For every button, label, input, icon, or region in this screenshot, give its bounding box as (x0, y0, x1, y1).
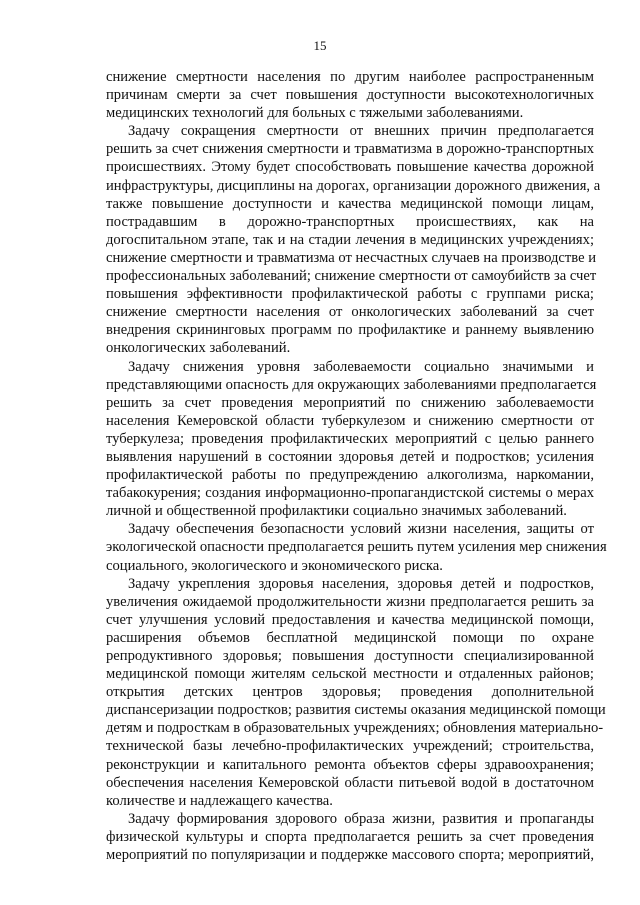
text-line: снижение смертности и травматизма от несчастных случаев на производстве и (106, 249, 597, 266)
text-line: снижение смертности населения от онкологических заболеваний за счет (106, 304, 594, 321)
text-line: инфраструктуры, дисциплины на дорогах, организации дорожного движения, а (106, 177, 601, 194)
text-line: медицинских технологий для больных с тяжелыми заболеваниями. (106, 105, 524, 122)
text-line: увеличения ожидаемой продолжительности жизни предполагается решить за (106, 593, 594, 610)
text-line: представляющими опасность для окружающих заболеваниями предполагается (106, 376, 597, 393)
text-line: открытия детских центров здоровья; проведения дополнительной (106, 684, 594, 701)
text-line: экологической опасности предполагается решить путем усиления мер снижения (106, 539, 607, 556)
document-body (106, 68, 607, 864)
text-line: населения Кемеровской области туберкулезом и снижению смертности от (106, 412, 594, 429)
text-line: медицинской помощи жителям сельской местности и отдаленных районов; (106, 666, 594, 683)
text-line: догоспитальном этапе, так и на стадии лечения в медицинских учреждениях; (106, 231, 594, 248)
text-line: решить за счет снижения смертности и травматизма в дорожно-транспортных (106, 141, 594, 158)
text-line: повышения эффективности профилактической работы с группами риска; (106, 286, 594, 303)
text-line: Задачу сокращения смертности от внешних причин предполагается (128, 123, 594, 140)
text-line: профилактической работы по предупреждению алкоголизма, наркомании, (106, 467, 594, 484)
text-line: выявления нарушений в состоянии здоровья детей и подростков; усиления (106, 448, 594, 465)
text-line: Задачу укрепления здоровья населения, здоровья детей и подростков, (128, 575, 594, 592)
text-line: туберкулеза; проведения профилактических мероприятий с целью раннего (106, 430, 594, 447)
text-line: количестве и надлежащего качества. (106, 792, 333, 809)
text-line: реконструкции и капитального ремонта объектов сферы здравоохранения; (106, 756, 594, 773)
text-line: расширения объемов бесплатной медицинской помощи по охране (106, 629, 594, 646)
text-line: диспансеризации подростков; развития системы оказания медицинской помощи (106, 702, 606, 719)
paragraph (106, 122, 601, 357)
text-line: Задачу формирования здорового образа жизни, развития и пропаганды (128, 810, 594, 827)
text-line: внедрения скрининговых программ по профилактике и раннему выявлению (106, 322, 594, 339)
text-line: обеспечения населения Кемеровской области питьевой водой в достаточном (106, 774, 594, 791)
text-line: Задачу обеспечения безопасности условий жизни населения, защиты от (128, 521, 594, 538)
paragraph (106, 68, 594, 122)
text-line: происшествиях. Этому будет способствовать повышение качества дорожной (106, 159, 594, 176)
text-line: решить за счет проведения мероприятий по снижению заболеваемости (106, 394, 594, 411)
text-line: причинам смерти за счет повышения доступности высокотехнологичных (106, 87, 594, 104)
text-line: социального, экологического и экономического риска. (106, 557, 443, 574)
text-line: репродуктивного здоровья; повышения доступности специализированной (106, 648, 594, 664)
text-line: профессиональных заболеваний; снижение смертности от самоубийств за счет (106, 268, 597, 285)
text-line: детям и подросткам в образовательных учреждениях; обновления материально- (106, 720, 604, 737)
paragraph (106, 575, 606, 810)
text-line: Задачу снижения уровня заболеваемости социально значимыми и (128, 358, 594, 375)
text-line: онкологических заболеваний. (106, 340, 291, 357)
paragraph (106, 358, 597, 521)
paragraph (106, 520, 607, 574)
text-line: пострадавшим в дорожно-транспортных происшествиях, как на (106, 213, 594, 230)
text-line: личной и общественной профилактики социально значимых заболеваний. (106, 503, 567, 520)
text-line: технической базы лечебно-профилактических учреждений; строительства, (106, 738, 594, 755)
text-line: физической культуры и спорта предполагается решить за счет проведения (106, 828, 594, 845)
paragraph (106, 810, 594, 864)
text-line: счет улучшения условий предоставления и качества медицинской помощи, (106, 611, 594, 628)
page-number: 15 (313, 38, 327, 53)
text-line: табакокурения; создания информационно-пропагандистской системы о мерах (106, 485, 594, 502)
text-line: мероприятий по популяризации и поддержке массового спорта; мероприятий, (106, 847, 594, 864)
text-line: также повышение доступности и качества медицинской помощи лицам, (106, 195, 594, 212)
text-line: снижение смертности населения по другим наиболее распространенным (106, 69, 594, 85)
